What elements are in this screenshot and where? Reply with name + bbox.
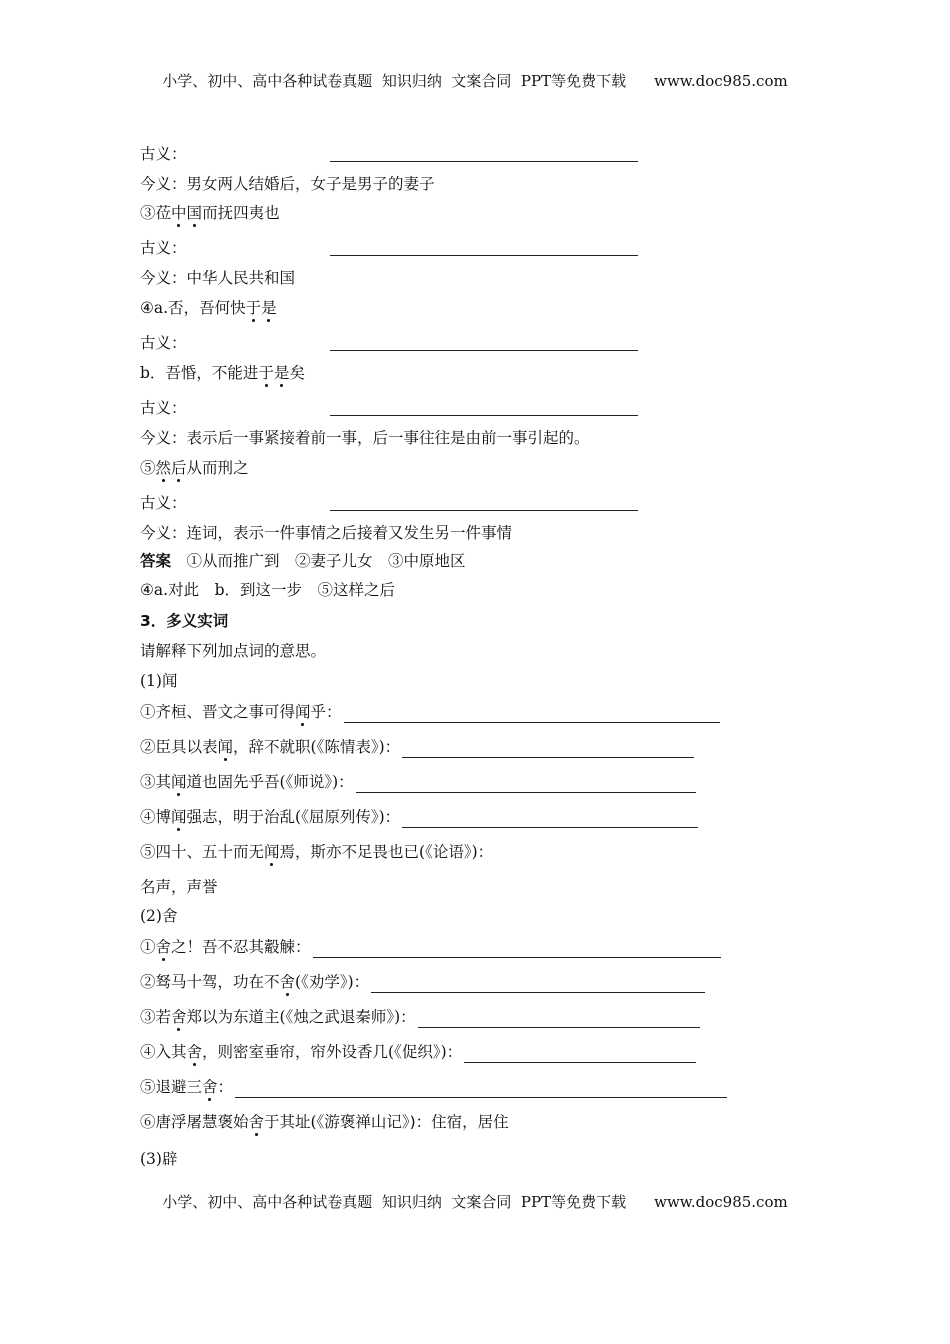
gu-line-2: 古义：: [140, 237, 794, 259]
answer-blank[interactable]: [344, 706, 720, 723]
instruction: 请解释下列加点词的意思。: [140, 642, 327, 660]
word-2-item-5: ⑤退避三舍：: [140, 1076, 794, 1098]
answer-blank[interactable]: [330, 510, 638, 511]
word-1-answer: 名声，声誉: [140, 878, 218, 896]
answer-blank[interactable]: [464, 1046, 696, 1063]
dotted-char: 闻: [171, 773, 187, 791]
dotted-char: 舍: [155, 938, 172, 956]
dotted-char: 于: [258, 364, 274, 382]
dotted-char: 舍: [248, 1113, 265, 1131]
word-2-item-2: ②驽马十驾，功在不舍(《劝学》)：: [140, 971, 794, 993]
jin-line-3: 今义：表示后一事紧接着前一事，后一事往往是由前一事引起的。: [140, 429, 590, 447]
dotted-char: 舍: [186, 1043, 203, 1061]
word-1-item-2: ②臣具以表闻，辞不就职(《陈情表》)：: [140, 736, 794, 758]
answer-blank[interactable]: [402, 811, 698, 828]
page-header: [0, 70, 950, 91]
word-2-item-6: ⑥唐浮屠慧褒始舍于其址(《游褒禅山记》)：住宿，居住: [140, 1113, 509, 1131]
jin-line-1: 今义：男女两人结婚后，女子是男子的妻子: [140, 175, 435, 193]
dotted-char: 国: [186, 204, 203, 222]
word-2-item-4: ④入其舍，则密室垂帘，帘外设香几(《促织》)：: [140, 1041, 794, 1063]
answer-line-1: 答案 ①从而推广到 ②妻子儿女 ③中原地区: [140, 552, 466, 570]
answer-blank[interactable]: [402, 741, 694, 758]
gu-line-1: [140, 143, 794, 165]
dotted-char: 闻: [264, 843, 280, 861]
answer-blank[interactable]: [330, 255, 638, 256]
dotted-char: 是: [273, 364, 290, 382]
dotted-char: 舍: [202, 1078, 218, 1096]
header-site: www.doc985.com: [654, 72, 788, 90]
gu-line-3: 古义：: [140, 332, 794, 354]
dotted-char: 中: [171, 204, 187, 222]
dotted-char: 舍: [279, 973, 296, 991]
dotted-char: 是: [261, 299, 277, 317]
dotted-char: 于: [245, 299, 262, 317]
word-1-item-4: ④博闻强志，明于治乱(《屈原列传》)：: [140, 806, 794, 828]
word-2-item-3: ③若舍郑以为东道主(《烛之武退秦师》)：: [140, 1006, 794, 1028]
dotted-char: 舍: [171, 1008, 187, 1026]
dotted-char: 后: [171, 459, 187, 477]
answer-blank[interactable]: [330, 415, 638, 416]
dotted-char: 闻: [217, 738, 234, 756]
header-text: 小学、初中、高中各种试卷真题 知识归纳 文案合同 PPT等免费下载: [162, 72, 627, 90]
answer-blank[interactable]: [371, 976, 705, 993]
answer-blank[interactable]: [356, 776, 696, 793]
word-2-heading: (2)舍: [140, 907, 178, 925]
word-1-item-1: ①齐桓、晋文之事可得闻乎：: [140, 701, 794, 723]
word-1-item-5: ⑤四十、五十而无闻焉，斯亦不足畏也已(《论语》)：: [140, 843, 494, 861]
word-2-item-1: ①舍之！吾不忍其觳觫：: [140, 936, 794, 958]
footer-site: www.doc985.com: [654, 1193, 788, 1211]
word-1-heading: (1)闻: [140, 672, 178, 690]
question-5: ⑤然后从而刑之: [140, 459, 249, 477]
page-footer: [0, 1191, 950, 1212]
dotted-char: 闻: [295, 703, 311, 721]
answer-blank[interactable]: [313, 941, 721, 958]
gu-label: 古义：: [140, 145, 187, 163]
question-3: ③莅中国而抚四夷也: [140, 204, 280, 222]
answer-blank[interactable]: [418, 1011, 700, 1028]
answer-label: 答案: [140, 552, 172, 570]
question-4a: ④a.否，吾何快于是: [140, 299, 277, 317]
answer-blank[interactable]: [330, 161, 638, 162]
dotted-char: 然: [155, 459, 172, 477]
gu-line-4: 古义：: [140, 397, 794, 419]
jin-line-2: 今义：中华人民共和国: [140, 269, 296, 287]
question-4b: b．吾惛，不能进于是矣: [140, 364, 305, 382]
footer-text: 小学、初中、高中各种试卷真题 知识归纳 文案合同 PPT等免费下载: [162, 1193, 627, 1211]
gu-line-5: 古义：: [140, 492, 794, 514]
section-title: 3．多义实词: [140, 612, 229, 630]
dotted-char: 闻: [171, 808, 187, 826]
answer-blank[interactable]: [235, 1081, 727, 1098]
word-3-heading: (3)辟: [140, 1150, 178, 1168]
answer-blank[interactable]: [330, 350, 638, 351]
jin-line-4: 今义：连词，表示一件事情之后接着又发生另一件事情: [140, 524, 513, 542]
answer-line-2: ④a.对此 b．到这一步 ⑤这样之后: [140, 581, 395, 599]
word-1-item-3: ③其闻道也固先乎吾(《师说》)：: [140, 771, 794, 793]
